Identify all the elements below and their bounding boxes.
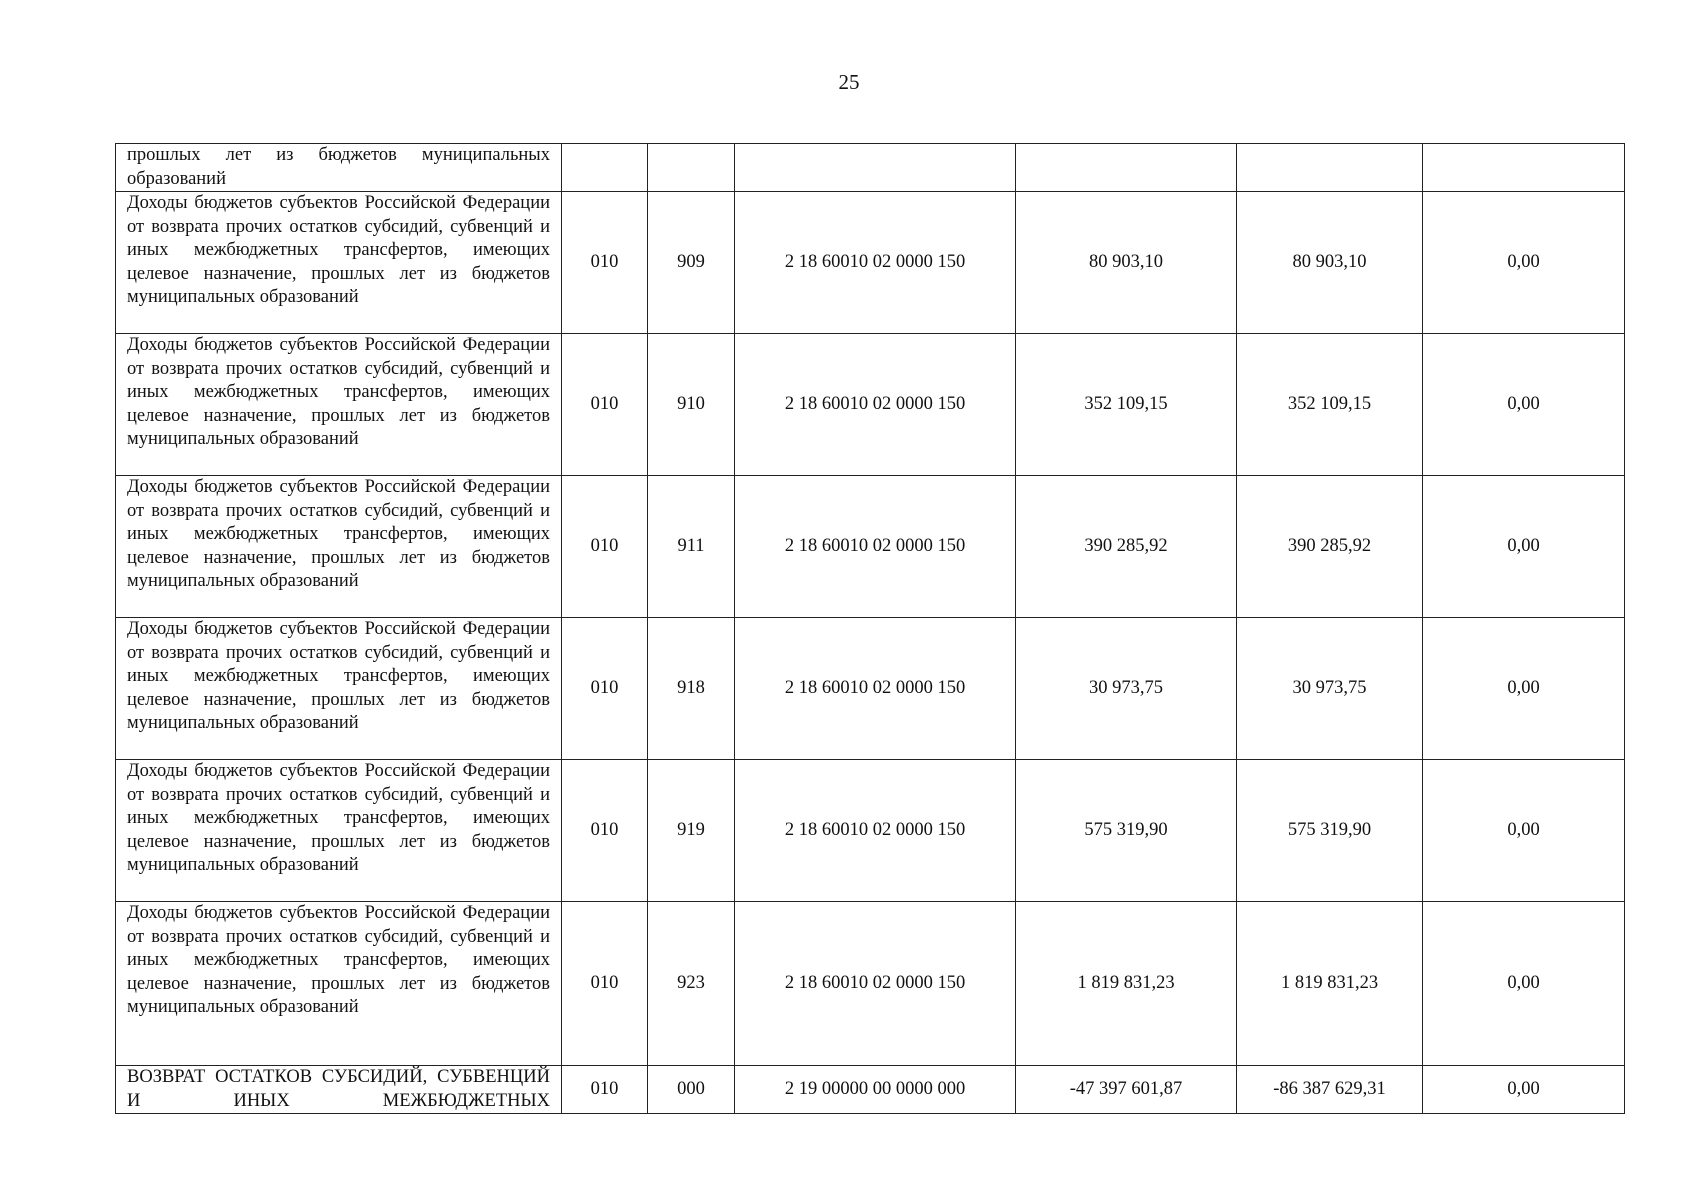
row-budget-classification-code: 2 18 60010 02 0000 150	[735, 902, 1016, 1066]
row-code-2: 910	[648, 334, 735, 476]
table-row	[116, 334, 1625, 476]
row-amount-2: 30 973,75	[1237, 618, 1423, 760]
row-amount-1: 575 319,90	[1016, 760, 1237, 902]
row-budget-classification-code: 2 18 60010 02 0000 150	[735, 192, 1016, 334]
table-row	[116, 618, 1625, 760]
row-amount-2: 575 319,90	[1237, 760, 1423, 902]
row-amount-2: -86 387 629,31	[1237, 1066, 1423, 1114]
row-amount-3: 0,00	[1423, 760, 1625, 902]
row-budget-classification-code: 2 18 60010 02 0000 150	[735, 334, 1016, 476]
row-amount-3: 0,00	[1423, 902, 1625, 1066]
row-code-1	[562, 144, 648, 192]
row-amount-1: 30 973,75	[1016, 618, 1237, 760]
row-description: Доходы бюджетов субъектов Российской Федерации от возврата прочих остатков субсидий, субвенций и иных межбюджетных трансфертов, имеющих целевое назначение, прошлых лет из бюджетов муниципальных образований	[116, 192, 562, 334]
row-budget-classification-code	[735, 144, 1016, 192]
row-amount-3: 0,00	[1423, 334, 1625, 476]
row-code-2: 909	[648, 192, 735, 334]
table-row	[116, 760, 1625, 902]
table-row	[116, 1066, 1625, 1114]
row-code-2: 000	[648, 1066, 735, 1114]
row-description: Доходы бюджетов субъектов Российской Федерации от возврата прочих остатков субсидий, субвенций и иных межбюджетных трансфертов, имеющих целевое назначение, прошлых лет из бюджетов муниципальных образований	[116, 618, 562, 760]
row-code-2: 918	[648, 618, 735, 760]
table-row	[116, 476, 1625, 618]
row-amount-2: 352 109,15	[1237, 334, 1423, 476]
row-code-1: 010	[562, 902, 648, 1066]
row-amount-3	[1423, 144, 1625, 192]
row-amount-2: 390 285,92	[1237, 476, 1423, 618]
row-description: Доходы бюджетов субъектов Российской Федерации от возврата прочих остатков субсидий, субвенций и иных межбюджетных трансфертов, имеющих целевое назначение, прошлых лет из бюджетов муниципальных образований	[116, 476, 562, 618]
row-budget-classification-code: 2 18 60010 02 0000 150	[735, 618, 1016, 760]
row-amount-2	[1237, 144, 1423, 192]
row-budget-classification-code: 2 18 60010 02 0000 150	[735, 760, 1016, 902]
row-code-2: 911	[648, 476, 735, 618]
row-code-2	[648, 144, 735, 192]
row-code-2: 919	[648, 760, 735, 902]
row-description: ВОЗВРАТ ОСТАТКОВ СУБСИДИЙ, СУБВЕНЦИЙ И ИНЫХ МЕЖБЮДЖЕТНЫХ	[116, 1066, 562, 1114]
row-code-1: 010	[562, 760, 648, 902]
row-amount-1: 1 819 831,23	[1016, 902, 1237, 1066]
row-description: Доходы бюджетов субъектов Российской Федерации от возврата прочих остатков субсидий, субвенций и иных межбюджетных трансфертов, имеющих целевое назначение, прошлых лет из бюджетов муниципальных образований	[116, 902, 562, 1066]
table-row	[116, 144, 1625, 192]
row-amount-3: 0,00	[1423, 192, 1625, 334]
row-budget-classification-code: 2 19 00000 00 0000 000	[735, 1066, 1016, 1114]
row-amount-1	[1016, 144, 1237, 192]
row-amount-2: 80 903,10	[1237, 192, 1423, 334]
row-amount-1: 352 109,15	[1016, 334, 1237, 476]
row-code-1: 010	[562, 334, 648, 476]
row-amount-3: 0,00	[1423, 1066, 1625, 1114]
row-description: Доходы бюджетов субъектов Российской Федерации от возврата прочих остатков субсидий, субвенций и иных межбюджетных трансфертов, имеющих целевое назначение, прошлых лет из бюджетов муниципальных образований	[116, 760, 562, 902]
row-budget-classification-code: 2 18 60010 02 0000 150	[735, 476, 1016, 618]
row-amount-3: 0,00	[1423, 618, 1625, 760]
row-code-2: 923	[648, 902, 735, 1066]
row-description: прошлых лет из бюджетов муниципальных образований	[116, 144, 562, 192]
row-amount-2: 1 819 831,23	[1237, 902, 1423, 1066]
row-code-1: 010	[562, 1066, 648, 1114]
row-amount-3: 0,00	[1423, 476, 1625, 618]
page-number: 25	[838, 70, 860, 94]
row-amount-1: -47 397 601,87	[1016, 1066, 1237, 1114]
row-amount-1: 390 285,92	[1016, 476, 1237, 618]
row-amount-1: 80 903,10	[1016, 192, 1237, 334]
row-description: Доходы бюджетов субъектов Российской Федерации от возврата прочих остатков субсидий, субвенций и иных межбюджетных трансфертов, имеющих целевое назначение, прошлых лет из бюджетов муниципальных образований	[116, 334, 562, 476]
table-row	[116, 902, 1625, 1066]
row-code-1: 010	[562, 192, 648, 334]
table-row	[116, 192, 1625, 334]
row-code-1: 010	[562, 476, 648, 618]
budget-revenue-table	[115, 143, 1625, 1114]
row-code-1: 010	[562, 618, 648, 760]
